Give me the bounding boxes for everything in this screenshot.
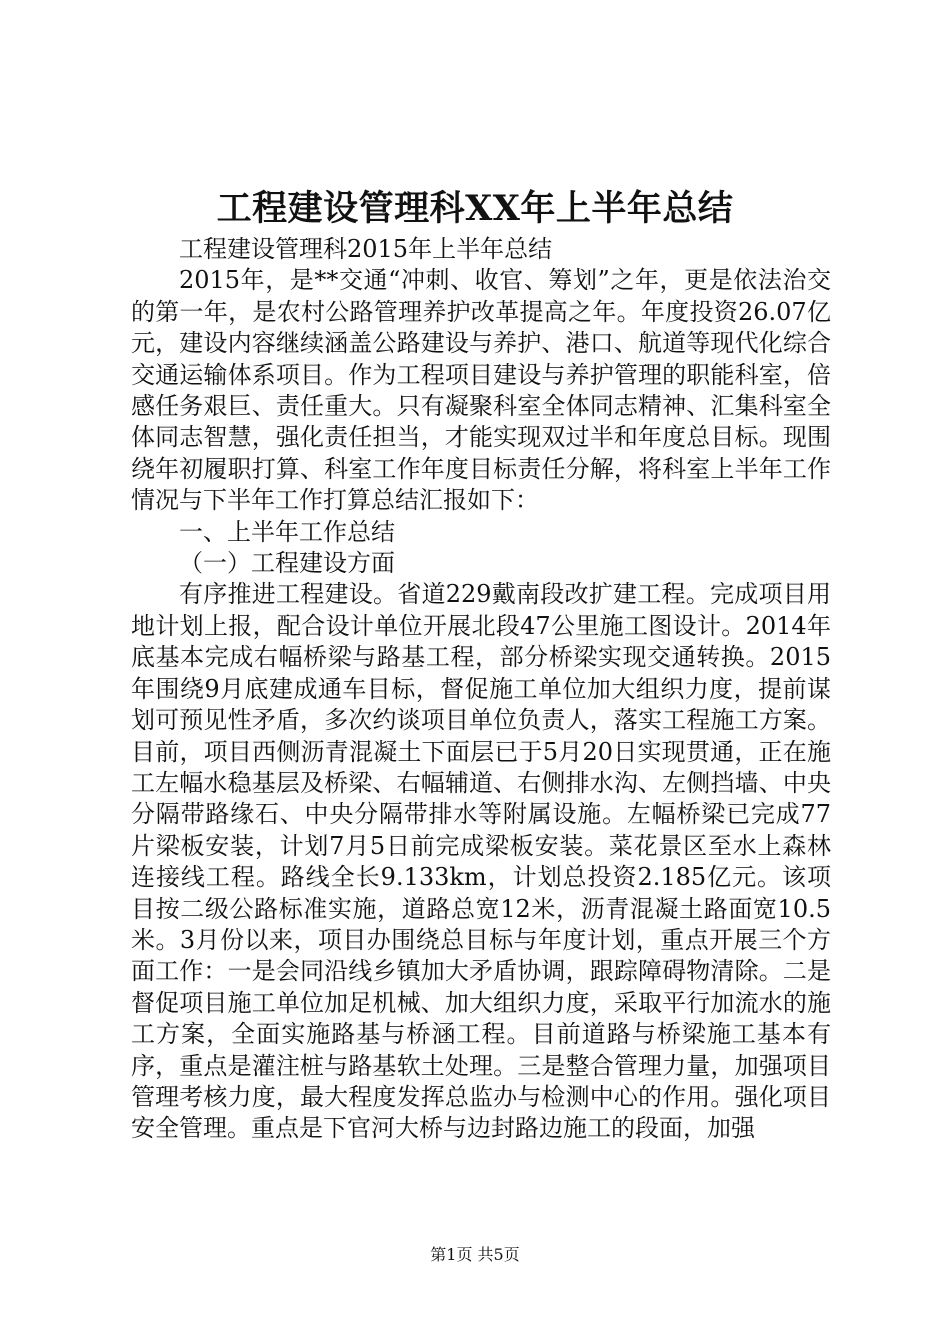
document-body	[131, 234, 831, 1145]
document-title: 工程建设管理科XX年上半年总结	[216, 188, 734, 229]
paragraph-subtitle: 工程建设管理科2015年上半年总结	[179, 235, 553, 263]
paragraph-intro: 2015年，是**交通“冲刺、收官、筹划”之年，更是依法治交的第一年，是农村公路管理养护改革提高之年。年度投资26.07亿元，建设内容继续涵盖公路建设与养护、港口、航道等现代化综合交通运输体系项目。作为工程项目建设与养护管理的职能科室，倍感任务艰巨、责任重大。只有凝聚科室全体同志精神、汇集科室全体同志智慧，强化责任担当，才能实现双过半和年度总目标。现围绕年初履职打算、科室工作年度目标责任分解，将科室上半年工作情况与下半年工作打算总结汇报如下：	[131, 266, 831, 515]
paragraph-construction: 有序推进工程建设。省道229戴南段改扩建工程。完成项目用地计划上报，配合设计单位开展北段47公里施工图设计。2014年底基本完成右幅桥梁与路基工程，部分桥梁实现交通转换。2015年围绕9月底建成通车目标，督促施工单位加大组织力度，提前谋划可预见性矛盾，多次约谈项目单位负责人，落实工程施工方案。目前，项目西侧沥青混凝土下面层已于5月20日实现贯通，正在施工左幅水稳基层及桥梁、右幅辅道、右侧排水沟、左侧挡墙、中央分隔带路缘石、中央分隔带排水等附属设施。左幅桥梁已完成77片梁板安装，计划7月5日前完成梁板安装。菜花景区至水上森林连接线工程。路线全长9.133km，计划总投资2.185亿元。该项目按二级公路标准实施，道路总宽12米，沥青混凝土路面宽10.5米。3月份以来，项目办围绕总目标与年度计划，重点开展三个方面工作：一是会同沿线乡镇加大矛盾协调，跟踪障碍物清除。二是督促项目施工单位加足机械、加大组织力度，采取平行加流水的施工方案，全面实施路基与桥涵工程。目前道路与桥梁施工基本有序，重点是灌注桩与路基软土处理。三是整合管理力量，加强项目管理考核力度，最大程度发挥总监办与检测中心的作用。强化项目安全管理。重点是下官河大桥与边封路边施工的段面，加强	[131, 580, 831, 1143]
section-heading: 一、上半年工作总结	[179, 517, 395, 546]
subsection-heading: （一）工程建设方面	[179, 549, 395, 578]
page-number: 第1页 共5页	[430, 1245, 520, 1264]
